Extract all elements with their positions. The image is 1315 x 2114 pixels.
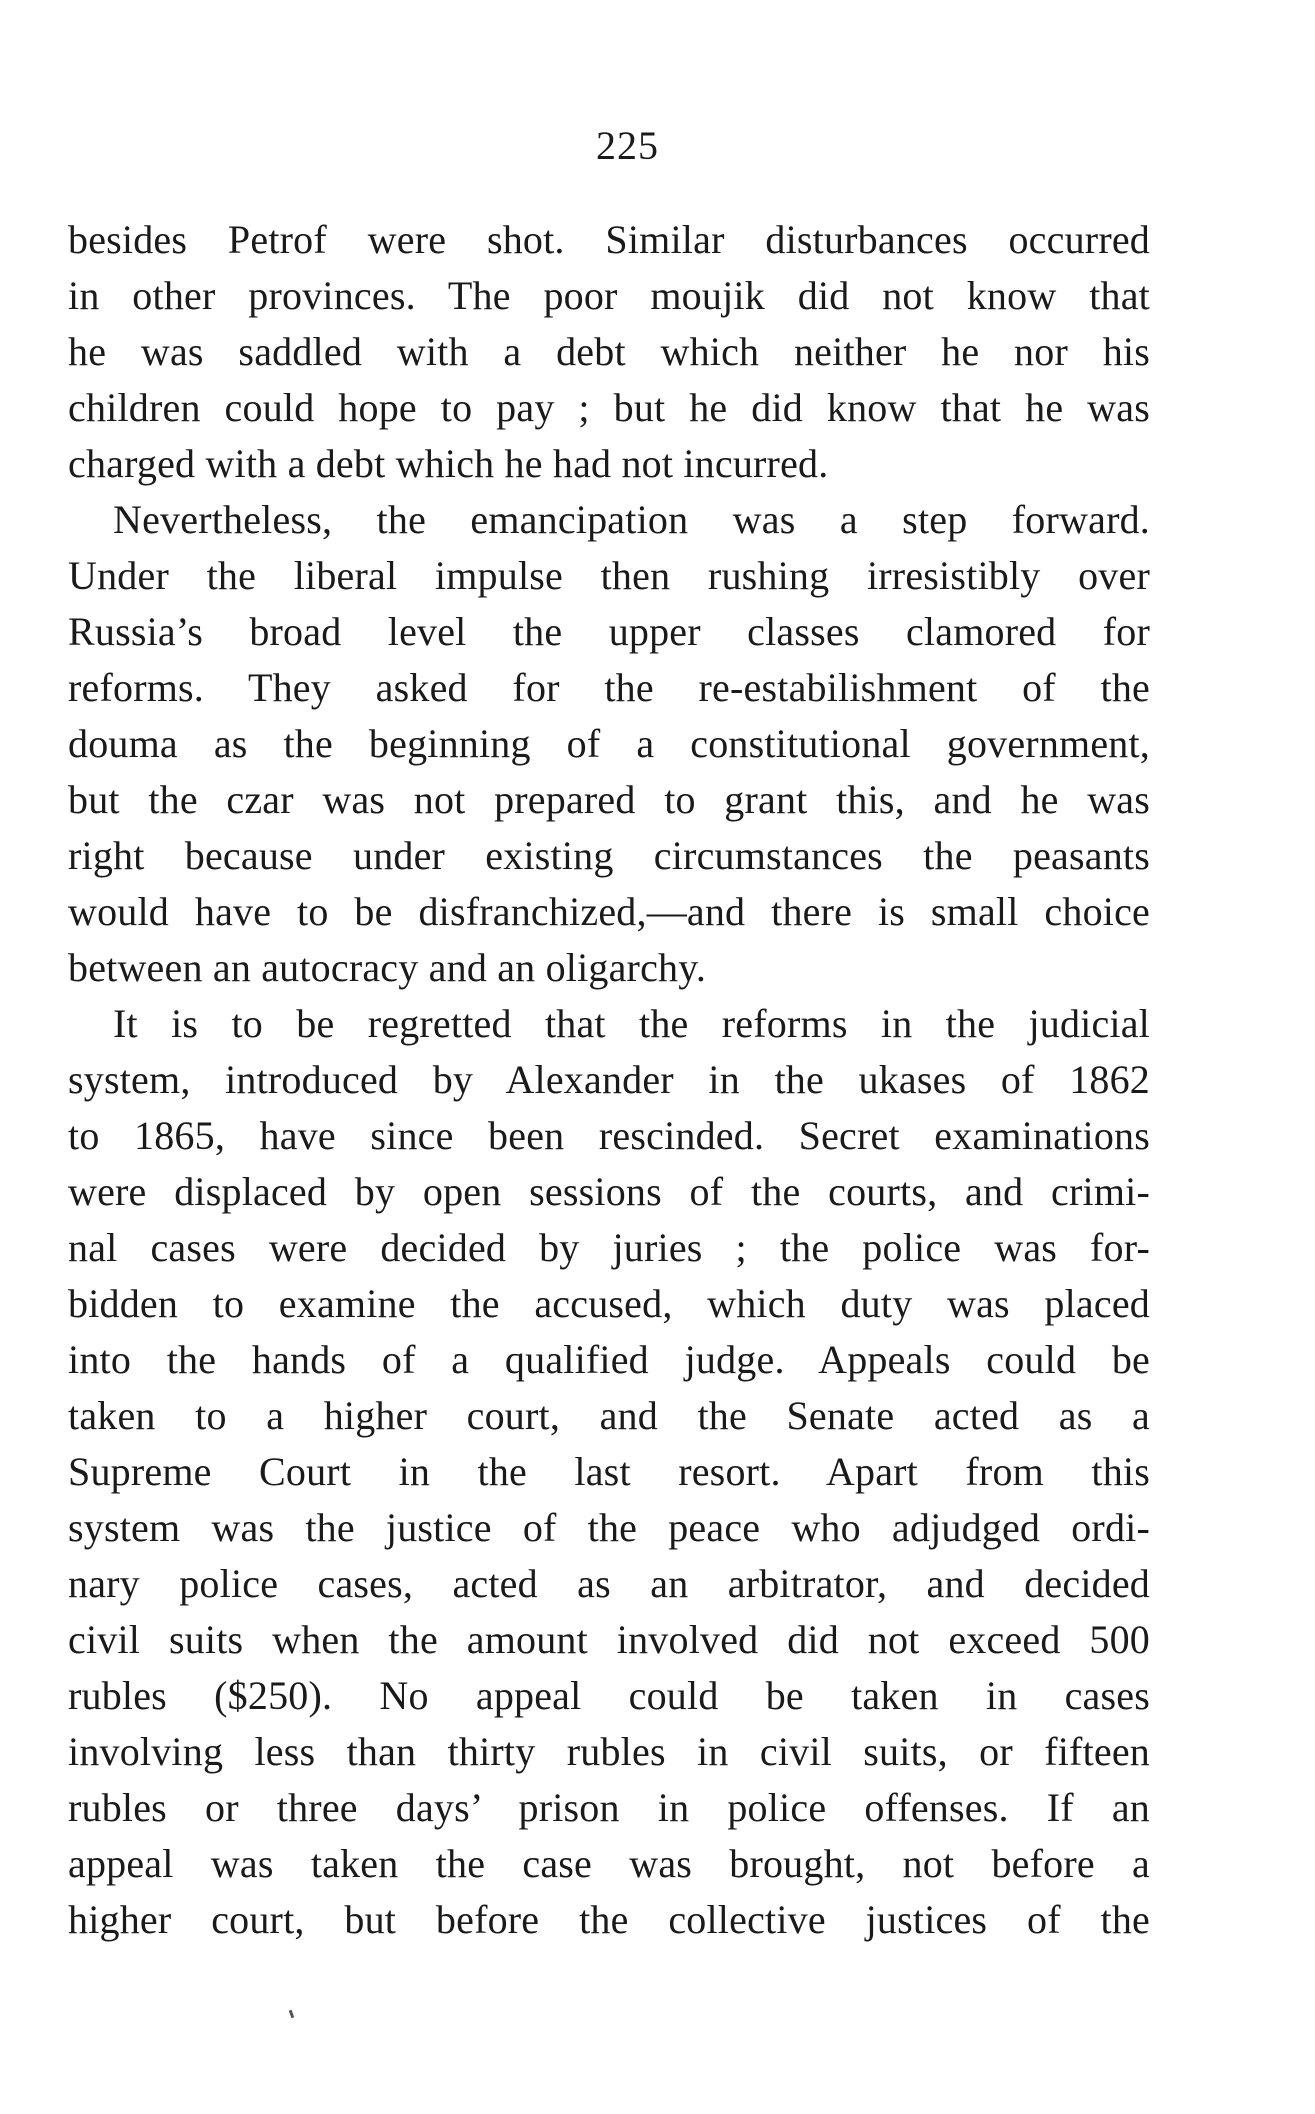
text-line: Russia’s broad level the upper classes clamored for (68, 609, 1150, 654)
body-text (68, 212, 1150, 1948)
text-line: rubles or three days’ prison in police offenses. If an (68, 1785, 1150, 1830)
text-line: Nevertheless, the emancipation was a step forward. (113, 497, 1150, 542)
text-line: right because under existing circumstances the peasants (68, 833, 1150, 878)
text-line: nal cases were decided by juries ; the police was for- (68, 1225, 1150, 1270)
text-line: charged with a debt which he had not incurred. (68, 441, 829, 486)
text-line: civil suits when the amount involved did not exceed 500 (68, 1617, 1150, 1662)
text-line: higher court, but before the collective justices of the (68, 1897, 1150, 1942)
text-line: were displaced by open sessions of the courts, and crimi- (68, 1169, 1150, 1214)
print-speck (289, 2010, 295, 2019)
page-number: 225 (596, 123, 659, 168)
text-line: would have to be disfranchized,—and there is small choice (68, 889, 1150, 934)
text-line: rubles ($250). No appeal could be taken in cases (68, 1673, 1150, 1718)
text-line: besides Petrof were shot. Similar disturbances occurred (68, 217, 1150, 262)
text-line: to 1865, have since been rescinded. Secret examinations (68, 1113, 1150, 1158)
text-line: taken to a higher court, and the Senate acted as a (68, 1393, 1150, 1438)
text-line: bidden to examine the accused, which duty was placed (68, 1281, 1150, 1326)
text-line: but the czar was not prepared to grant this, and he was (68, 777, 1150, 822)
text-line: reforms. They asked for the re-estabilishment of the (68, 665, 1150, 710)
text-line: douma as the beginning of a constitutional government, (68, 721, 1150, 766)
text-line: Supreme Court in the last resort. Apart from this (68, 1449, 1150, 1494)
text-line: system was the justice of the peace who adjudged ordi- (68, 1505, 1150, 1550)
text-line: system, introduced by Alexander in the ukases of 1862 (68, 1057, 1150, 1102)
text-line: children could hope to pay ; but he did know that he was (68, 385, 1150, 430)
text-line: involving less than thirty rubles in civil suits, or fifteen (68, 1729, 1150, 1774)
text-line: into the hands of a qualified judge. Appeals could be (68, 1337, 1150, 1382)
text-line: he was saddled with a debt which neither he nor his (68, 329, 1150, 374)
text-line: appeal was taken the case was brought, not before a (68, 1841, 1150, 1886)
text-line: between an autocracy and an oligarchy. (68, 945, 707, 990)
text-line: nary police cases, acted as an arbitrator, and decided (68, 1561, 1150, 1606)
text-line: It is to be regretted that the reforms in the judicial (113, 1001, 1150, 1046)
text-line: in other provinces. The poor moujik did not know that (68, 273, 1150, 318)
text-line: Under the liberal impulse then rushing irresistibly over (68, 553, 1150, 598)
